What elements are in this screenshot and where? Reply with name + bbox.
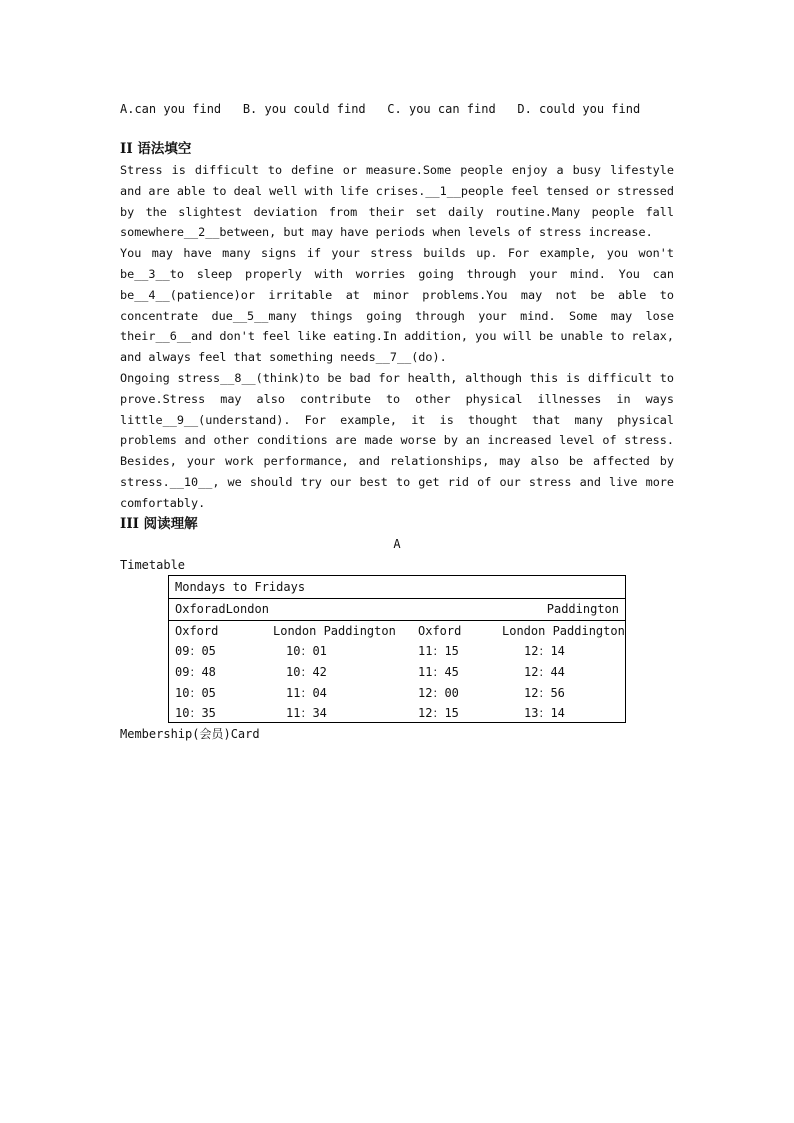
timetable-route-row	[169, 598, 625, 619]
grammar-passage	[120, 160, 674, 514]
passage-label: A	[393, 537, 401, 551]
time-cell: 12：56	[524, 686, 565, 700]
timetable-days-row	[169, 577, 625, 597]
table-row	[169, 662, 625, 682]
time-cell: 11：04	[286, 686, 327, 700]
time-cell: 10：05	[175, 686, 216, 700]
time-cell: 12：44	[524, 665, 565, 679]
time-cell: 12：14	[524, 644, 565, 658]
section-heading-grammar: II 语法填空	[120, 141, 192, 157]
column-header: London Paddington	[273, 624, 396, 638]
time-cell: 09：05	[175, 644, 216, 658]
section-heading-reading: III 阅读理解	[120, 516, 198, 532]
question-options: A.can you find B. you could find C. you can find D. could you find	[120, 102, 641, 116]
time-cell: 09：48	[175, 665, 216, 679]
route-right: Paddington	[546, 602, 619, 616]
time-cell: 12：00	[418, 686, 459, 700]
timetable-header-row	[169, 620, 625, 641]
passage-paragraph: You may have many signs if your stress builds up. For example, you won't be__3__to sleep properly with worries going through your mind. You can be__4__(patience)or irritable at minor problems.You may not be able to concentrate due__5__many things going through your mind. Some may lose their__6__and don't feel like eating.In addition, you will be unable to relax, and always feel that something needs__7__(do).	[120, 246, 674, 365]
passage-paragraph: Stress is difficult to define or measure.Some people enjoy a busy lifestyle and are able to deal well with life crises.__1__people feel tensed or stressed by the slightest deviation from their set daily routine.Many people fall somewhere__2__between, but may have periods when levels of stress increase.	[120, 163, 674, 240]
time-cell: 13：14	[524, 706, 565, 720]
timetable	[168, 575, 626, 723]
time-cell: 11：45	[418, 665, 459, 679]
route-left: OxforadLondon	[175, 602, 269, 616]
passage-paragraph: Ongoing stress__8__(think)to be bad for health, although this is difficult to prove.Stress may also contribute to other physical illnesses in ways little__9__(understand). For example, it is thought that many physical problems and other conditions are made worse by an increased level of stress. Besides, your work performance, and relationships, may also be affected by stress.__10__, we should try our best to get rid of our stress and live more comfortably.	[120, 370, 674, 510]
time-cell: 11：15	[418, 644, 459, 658]
table-row	[169, 703, 625, 723]
time-cell: 10：35	[175, 706, 216, 720]
table-row	[169, 683, 625, 703]
time-cell: 11：34	[286, 706, 327, 720]
time-cell: 12：15	[418, 706, 459, 720]
timetable-label: Timetable	[120, 558, 186, 572]
timetable-days: Mondays to Fridays	[175, 580, 306, 594]
column-header: London Paddington	[502, 624, 625, 638]
time-cell: 10：01	[286, 644, 327, 658]
column-header: Oxford	[175, 624, 219, 638]
column-header: Oxford	[418, 624, 462, 638]
table-row	[169, 641, 625, 661]
membership-label: Membership(会员)Card	[120, 727, 260, 741]
time-cell: 10：42	[286, 665, 327, 679]
